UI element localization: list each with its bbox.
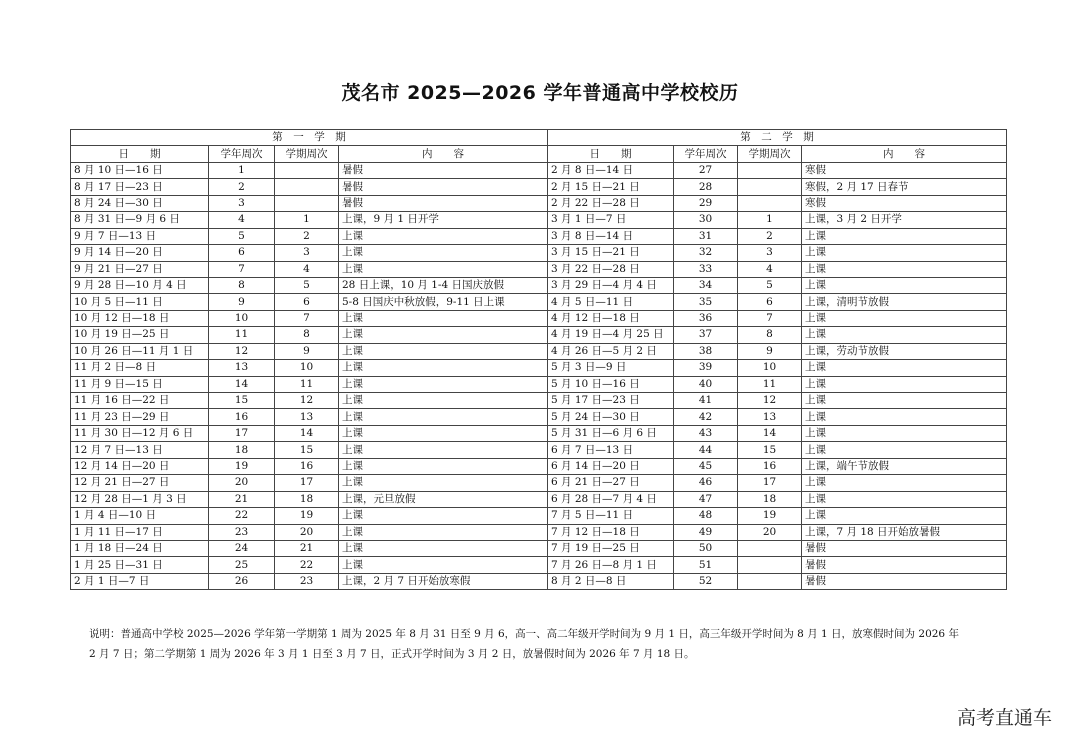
col-year-week-header: 学年周次	[674, 146, 738, 162]
date-cell: 5 月 24 日—30 日	[548, 409, 674, 425]
table-row	[71, 491, 1007, 507]
date-cell: 6 月 21 日—27 日	[548, 475, 674, 491]
content-cell: 上课，9 月 1 日开学	[339, 212, 548, 228]
date-cell: 4 月 5 日—11 日	[548, 294, 674, 310]
date-cell: 6 月 7 日—13 日	[548, 442, 674, 458]
year-week-cell: 19	[209, 458, 275, 474]
date-cell: 3 月 22 日—28 日	[548, 261, 674, 277]
content-cell: 上课，劳动节放假	[802, 343, 1007, 359]
year-week-cell: 52	[674, 573, 738, 589]
content-cell: 上课	[339, 409, 548, 425]
table-row	[71, 557, 1007, 573]
year-week-cell: 17	[209, 425, 275, 441]
year-week-cell: 23	[209, 524, 275, 540]
term-week-cell: 15	[275, 442, 339, 458]
content-cell: 暑假	[339, 195, 548, 211]
term-week-cell: 22	[275, 557, 339, 573]
term-week-cell: 10	[738, 360, 802, 376]
note-line: 说明：普通高中学校 2025—2026 学年第一学期第 1 周为 2025 年 8 月 31 日至 9 月 6，高一、高二年级开学时间为 9 月 1 日，高三年级开学时间为 8 月 1 日，放寒假时间为 2026 年	[89, 628, 959, 640]
content-cell: 上课	[802, 508, 1007, 524]
content-cell: 上课	[339, 540, 548, 556]
content-cell: 暑假	[802, 573, 1007, 589]
year-week-cell: 31	[674, 228, 738, 244]
page-title: 茂名市 2025—2026 学年普通高中学校校历	[341, 82, 739, 104]
term-week-cell: 21	[275, 540, 339, 556]
date-cell: 7 月 26 日—8 月 1 日	[548, 557, 674, 573]
content-cell: 上课	[339, 360, 548, 376]
content-cell: 上课，7 月 18 日开始放暑假	[802, 524, 1007, 540]
content-cell: 暑假	[802, 540, 1007, 556]
content-cell: 上课	[339, 458, 548, 474]
content-cell: 上课	[802, 261, 1007, 277]
year-week-cell: 41	[674, 393, 738, 409]
year-week-cell: 30	[674, 212, 738, 228]
term-week-cell	[738, 195, 802, 211]
year-week-cell: 14	[209, 376, 275, 392]
content-cell: 寒假	[802, 162, 1007, 178]
date-cell: 9 月 28 日—10 月 4 日	[71, 277, 209, 293]
year-week-cell: 21	[209, 491, 275, 507]
date-cell: 9 月 14 日—20 日	[71, 245, 209, 261]
year-week-cell: 47	[674, 491, 738, 507]
table-row	[71, 409, 1007, 425]
term-week-cell: 2	[275, 228, 339, 244]
term-week-cell: 1	[275, 212, 339, 228]
term-week-cell: 7	[275, 310, 339, 326]
term-week-cell	[275, 195, 339, 211]
term-week-cell: 17	[275, 475, 339, 491]
semester-header-row	[71, 130, 1007, 146]
content-cell: 上课	[339, 261, 548, 277]
date-cell: 3 月 15 日—21 日	[548, 245, 674, 261]
year-week-cell: 10	[209, 310, 275, 326]
table-row	[71, 310, 1007, 326]
date-cell: 2 月 15 日—21 日	[548, 179, 674, 195]
term-week-cell: 6	[738, 294, 802, 310]
term-week-cell	[738, 573, 802, 589]
note-line: 2 月 7 日；第二学期第 1 周为 2026 年 3 月 1 日至 3 月 7 日，正式开学时间为 3 月 2 日，放暑假时间为 2026 年 7 月 18 日。	[89, 648, 695, 660]
content-cell: 上课，2 月 7 日开始放寒假	[339, 573, 548, 589]
year-week-cell: 42	[674, 409, 738, 425]
term-week-cell: 3	[275, 245, 339, 261]
date-cell: 6 月 28 日—7 月 4 日	[548, 491, 674, 507]
content-cell: 上课	[802, 245, 1007, 261]
year-week-cell: 22	[209, 508, 275, 524]
term-week-cell: 8	[275, 327, 339, 343]
table-row	[71, 245, 1007, 261]
year-week-cell: 16	[209, 409, 275, 425]
term-week-cell: 5	[738, 277, 802, 293]
term-week-cell: 9	[738, 343, 802, 359]
year-week-cell: 9	[209, 294, 275, 310]
table-row	[71, 327, 1007, 343]
date-cell: 11 月 23 日—29 日	[71, 409, 209, 425]
content-cell: 上课	[339, 508, 548, 524]
date-cell: 7 月 12 日—18 日	[548, 524, 674, 540]
year-week-cell: 2	[209, 179, 275, 195]
date-cell: 3 月 1 日—7 日	[548, 212, 674, 228]
table-row	[71, 508, 1007, 524]
year-week-cell: 15	[209, 393, 275, 409]
col-content-header: 内 容	[802, 146, 1007, 162]
col-content-header: 内 容	[339, 146, 548, 162]
term-week-cell: 2	[738, 228, 802, 244]
content-cell: 上课	[802, 310, 1007, 326]
date-cell: 9 月 21 日—27 日	[71, 261, 209, 277]
year-week-cell: 28	[674, 179, 738, 195]
term-week-cell: 6	[275, 294, 339, 310]
year-week-cell: 49	[674, 524, 738, 540]
table-row	[71, 179, 1007, 195]
date-cell: 4 月 12 日—18 日	[548, 310, 674, 326]
content-cell: 上课	[802, 425, 1007, 441]
year-week-cell: 37	[674, 327, 738, 343]
date-cell: 3 月 8 日—14 日	[548, 228, 674, 244]
content-cell: 上课，3 月 2 日开学	[802, 212, 1007, 228]
year-week-cell: 6	[209, 245, 275, 261]
calendar-body	[71, 162, 1007, 589]
content-cell: 上课	[802, 376, 1007, 392]
year-week-cell: 44	[674, 442, 738, 458]
explanation-note	[89, 624, 989, 664]
date-cell: 3 月 29 日—4 月 4 日	[548, 277, 674, 293]
year-week-cell: 34	[674, 277, 738, 293]
date-cell: 4 月 26 日—5 月 2 日	[548, 343, 674, 359]
content-cell: 上课	[339, 393, 548, 409]
date-cell: 7 月 19 日—25 日	[548, 540, 674, 556]
term-week-cell: 16	[275, 458, 339, 474]
term-week-cell: 20	[275, 524, 339, 540]
term-week-cell: 18	[275, 491, 339, 507]
term-week-cell: 14	[275, 425, 339, 441]
content-cell: 上课	[802, 409, 1007, 425]
year-week-cell: 12	[209, 343, 275, 359]
year-week-cell: 13	[209, 360, 275, 376]
table-row	[71, 212, 1007, 228]
term-week-cell: 12	[275, 393, 339, 409]
table-row	[71, 425, 1007, 441]
term-week-cell: 15	[738, 442, 802, 458]
year-week-cell: 18	[209, 442, 275, 458]
content-cell: 暑假	[339, 162, 548, 178]
content-cell: 上课，清明节放假	[802, 294, 1007, 310]
term-week-cell: 4	[275, 261, 339, 277]
year-week-cell: 20	[209, 475, 275, 491]
term-week-cell: 23	[275, 573, 339, 589]
date-cell: 8 月 10 日—16 日	[71, 162, 209, 178]
date-cell: 4 月 19 日—4 月 25 日	[548, 327, 674, 343]
date-cell: 11 月 16 日—22 日	[71, 393, 209, 409]
term-week-cell: 19	[738, 508, 802, 524]
year-week-cell: 40	[674, 376, 738, 392]
year-week-cell: 38	[674, 343, 738, 359]
year-week-cell: 29	[674, 195, 738, 211]
date-cell: 5 月 17 日—23 日	[548, 393, 674, 409]
date-cell: 1 月 11 日—17 日	[71, 524, 209, 540]
table-row	[71, 393, 1007, 409]
date-cell: 6 月 14 日—20 日	[548, 458, 674, 474]
content-cell: 上课	[339, 245, 548, 261]
date-cell: 5 月 3 日—9 日	[548, 360, 674, 376]
year-week-cell: 45	[674, 458, 738, 474]
date-cell: 1 月 4 日—10 日	[71, 508, 209, 524]
table-row	[71, 162, 1007, 178]
year-week-cell: 51	[674, 557, 738, 573]
table-row	[71, 458, 1007, 474]
table-row	[71, 442, 1007, 458]
content-cell: 上课	[339, 376, 548, 392]
year-week-cell: 35	[674, 294, 738, 310]
term-week-cell	[738, 557, 802, 573]
content-cell: 上课	[339, 475, 548, 491]
term-week-cell: 13	[275, 409, 339, 425]
year-week-cell: 4	[209, 212, 275, 228]
date-cell: 8 月 24 日—30 日	[71, 195, 209, 211]
year-week-cell: 3	[209, 195, 275, 211]
content-cell: 上课	[802, 475, 1007, 491]
year-week-cell: 50	[674, 540, 738, 556]
content-cell: 上课	[339, 524, 548, 540]
term-week-cell: 12	[738, 393, 802, 409]
date-cell: 12 月 28 日—1 月 3 日	[71, 491, 209, 507]
col-date-header: 日 期	[548, 146, 674, 162]
date-cell: 10 月 19 日—25 日	[71, 327, 209, 343]
date-cell: 5 月 10 日—16 日	[548, 376, 674, 392]
school-calendar-table	[70, 129, 1007, 590]
year-week-cell: 46	[674, 475, 738, 491]
term-week-cell: 9	[275, 343, 339, 359]
year-week-cell: 8	[209, 277, 275, 293]
term-week-cell: 13	[738, 409, 802, 425]
content-cell: 上课	[802, 442, 1007, 458]
content-cell: 上课	[802, 277, 1007, 293]
year-week-cell: 25	[209, 557, 275, 573]
content-cell: 上课	[802, 327, 1007, 343]
year-week-cell: 43	[674, 425, 738, 441]
content-cell: 上课	[339, 442, 548, 458]
date-cell: 10 月 26 日—11 月 1 日	[71, 343, 209, 359]
date-cell: 11 月 9 日—15 日	[71, 376, 209, 392]
date-cell: 8 月 17 日—23 日	[71, 179, 209, 195]
date-cell: 11 月 2 日—8 日	[71, 360, 209, 376]
term-week-cell: 10	[275, 360, 339, 376]
term-week-cell	[275, 162, 339, 178]
table-row	[71, 261, 1007, 277]
content-cell: 暑假	[339, 179, 548, 195]
term-week-cell: 14	[738, 425, 802, 441]
date-cell: 12 月 14 日—20 日	[71, 458, 209, 474]
year-week-cell: 24	[209, 540, 275, 556]
year-week-cell: 48	[674, 508, 738, 524]
date-cell: 9 月 7 日—13 日	[71, 228, 209, 244]
semester-1-header: 第 一 学 期	[71, 130, 548, 146]
content-cell: 上课	[802, 393, 1007, 409]
content-cell: 上课	[339, 310, 548, 326]
watermark: 高考直通车	[956, 707, 1052, 729]
table-row	[71, 343, 1007, 359]
term-week-cell: 11	[738, 376, 802, 392]
date-cell: 8 月 2 日—8 日	[548, 573, 674, 589]
year-week-cell: 27	[674, 162, 738, 178]
table-row	[71, 228, 1007, 244]
year-week-cell: 11	[209, 327, 275, 343]
content-cell: 上课，元旦放假	[339, 491, 548, 507]
date-cell: 8 月 31 日—9 月 6 日	[71, 212, 209, 228]
term-week-cell: 11	[275, 376, 339, 392]
semester-2-header: 第 二 学 期	[548, 130, 1007, 146]
content-cell: 上课	[339, 327, 548, 343]
column-header-row	[71, 146, 1007, 162]
date-cell: 2 月 1 日—7 日	[71, 573, 209, 589]
table-row	[71, 540, 1007, 556]
date-cell: 10 月 5 日—11 日	[71, 294, 209, 310]
term-week-cell: 5	[275, 277, 339, 293]
date-cell: 1 月 25 日—31 日	[71, 557, 209, 573]
table-row	[71, 376, 1007, 392]
term-week-cell: 18	[738, 491, 802, 507]
term-week-cell	[738, 179, 802, 195]
term-week-cell: 17	[738, 475, 802, 491]
term-week-cell: 4	[738, 261, 802, 277]
table-row	[71, 294, 1007, 310]
content-cell: 上课	[339, 228, 548, 244]
term-week-cell: 16	[738, 458, 802, 474]
term-week-cell: 3	[738, 245, 802, 261]
content-cell: 暑假	[802, 557, 1007, 573]
term-week-cell: 7	[738, 310, 802, 326]
term-week-cell: 20	[738, 524, 802, 540]
term-week-cell: 8	[738, 327, 802, 343]
term-week-cell	[738, 540, 802, 556]
content-cell: 上课	[802, 360, 1007, 376]
table-row	[71, 277, 1007, 293]
year-week-cell: 36	[674, 310, 738, 326]
term-week-cell: 1	[738, 212, 802, 228]
content-cell: 上课	[802, 491, 1007, 507]
year-week-cell: 39	[674, 360, 738, 376]
date-cell: 11 月 30 日—12 月 6 日	[71, 425, 209, 441]
term-week-cell	[275, 179, 339, 195]
year-week-cell: 33	[674, 261, 738, 277]
table-row	[71, 360, 1007, 376]
term-week-cell: 19	[275, 508, 339, 524]
year-week-cell: 5	[209, 228, 275, 244]
year-week-cell: 7	[209, 261, 275, 277]
date-cell: 2 月 22 日—28 日	[548, 195, 674, 211]
col-date-header: 日 期	[71, 146, 209, 162]
content-cell: 寒假，2 月 17 日春节	[802, 179, 1007, 195]
content-cell: 上课	[802, 228, 1007, 244]
date-cell: 12 月 7 日—13 日	[71, 442, 209, 458]
content-cell: 上课	[339, 425, 548, 441]
date-cell: 2 月 8 日—14 日	[548, 162, 674, 178]
table-row	[71, 573, 1007, 589]
content-cell: 寒假	[802, 195, 1007, 211]
table-row	[71, 475, 1007, 491]
date-cell: 10 月 12 日—18 日	[71, 310, 209, 326]
col-term-week-header: 学期周次	[738, 146, 802, 162]
content-cell: 5-8 日国庆中秋放假，9-11 日上课	[339, 294, 548, 310]
table-row	[71, 195, 1007, 211]
content-cell: 28 日上课，10 月 1-4 日国庆放假	[339, 277, 548, 293]
year-week-cell: 26	[209, 573, 275, 589]
content-cell: 上课，端午节放假	[802, 458, 1007, 474]
date-cell: 5 月 31 日—6 月 6 日	[548, 425, 674, 441]
col-year-week-header: 学年周次	[209, 146, 275, 162]
year-week-cell: 1	[209, 162, 275, 178]
content-cell: 上课	[339, 557, 548, 573]
term-week-cell	[738, 162, 802, 178]
date-cell: 7 月 5 日—11 日	[548, 508, 674, 524]
date-cell: 12 月 21 日—27 日	[71, 475, 209, 491]
date-cell: 1 月 18 日—24 日	[71, 540, 209, 556]
year-week-cell: 32	[674, 245, 738, 261]
content-cell: 上课	[339, 343, 548, 359]
col-term-week-header: 学期周次	[275, 146, 339, 162]
table-row	[71, 524, 1007, 540]
